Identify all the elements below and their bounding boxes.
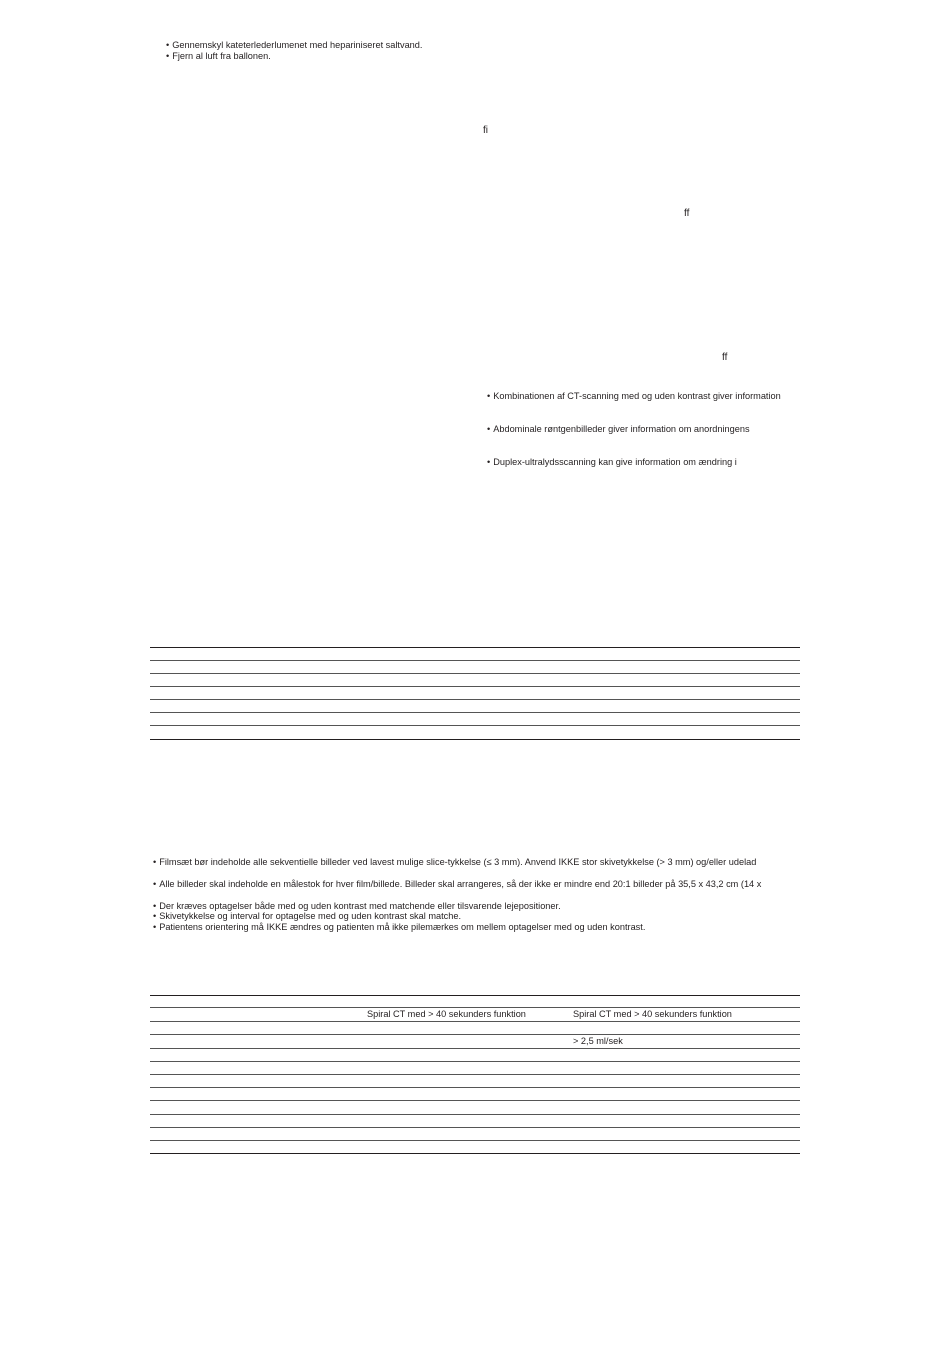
- table-rule: [150, 1007, 800, 1008]
- list-item: • Patientens orientering må IKKE ændres og patienten må ikke pilemærkes om mellem optagelser med og uden kontrast.: [153, 922, 645, 933]
- list-item: • Abdominale røntgenbilleder giver information om anordningens: [487, 424, 750, 435]
- list-item: • Fjern al luft fra ballonen.: [166, 51, 271, 62]
- table-rule: [150, 1074, 800, 1075]
- list-item: • Filmsæt bør indeholde alle sekventielle billeder ved lavest mulige slice-tykkelse (≤ 3 mm). Anvend IKKE stor skivetykkelse (> 3 mm) og/eller udelad: [153, 857, 756, 868]
- table-rule: [150, 673, 800, 674]
- table-rule: [150, 995, 800, 996]
- ligature-glyph: ff: [722, 352, 728, 363]
- table-rule: [150, 1153, 800, 1154]
- table-cell: Spiral CT med > 40 sekunders funktion: [367, 1009, 526, 1019]
- table-rule: [150, 1127, 800, 1128]
- table-rule: [150, 1114, 800, 1115]
- list-item: • Duplex-ultralydsscanning kan give information om ændring i: [487, 457, 737, 468]
- ligature-glyph: fi: [483, 125, 488, 136]
- table-rule: [150, 1048, 800, 1049]
- list-item: • Kombinationen af CT-scanning med og uden kontrast giver information: [487, 391, 781, 402]
- table-rule: [150, 1140, 800, 1141]
- list-item: • Skivetykkelse og interval for optagelse med og uden kontrast skal matche.: [153, 911, 461, 922]
- list-item: • Gennemskyl kateterlederlumenet med hepariniseret saltvand.: [166, 40, 422, 51]
- table-cell: > 2,5 ml/sek: [573, 1036, 623, 1046]
- table-rule: [150, 739, 800, 740]
- table-rule: [150, 1034, 800, 1035]
- table-rule: [150, 1061, 800, 1062]
- table-rule: [150, 725, 800, 726]
- table-rule: [150, 647, 800, 648]
- table-rule: [150, 1087, 800, 1088]
- list-item: • Der kræves optagelser både med og uden kontrast med matchende eller tilsvarende lejepositioner.: [153, 901, 561, 912]
- table-rule: [150, 660, 800, 661]
- table-rule: [150, 1021, 800, 1022]
- table-cell: Spiral CT med > 40 sekunders funktion: [573, 1009, 732, 1019]
- table-rule: [150, 712, 800, 713]
- table-rule: [150, 699, 800, 700]
- list-item: • Alle billeder skal indeholde en målestok for hver film/billede. Billeder skal arrangeres, så der ikke er mindre end 20:1 billeder på 35,5 x 43,2 cm (14 x: [153, 879, 761, 890]
- table-rule: [150, 1100, 800, 1101]
- ligature-glyph: ff: [684, 208, 690, 219]
- table-rule: [150, 686, 800, 687]
